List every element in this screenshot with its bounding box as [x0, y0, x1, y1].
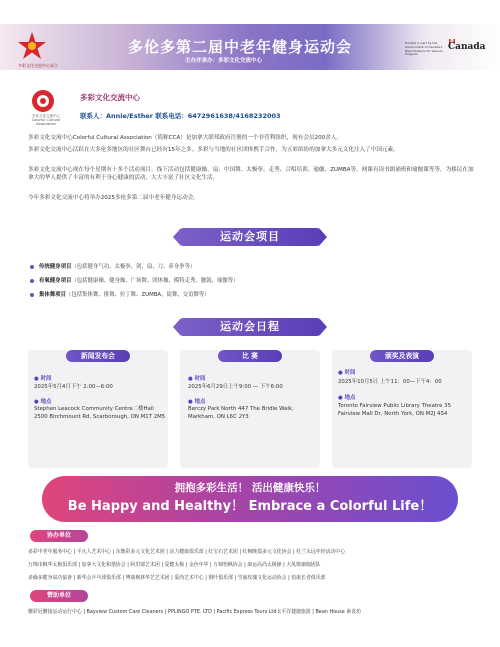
- item-description: （包括健身气功、太极拳、剑、扇、刀、养身拳等）: [71, 264, 196, 270]
- time-value: 2025年10月5日 上午11：00—下午4：00: [338, 379, 442, 385]
- bullet-icon: [30, 279, 34, 283]
- event-logo-icon: [16, 30, 48, 62]
- partner-list-line: 多彩中老年服务中心 | 平凡人艺术中心 | 东衡彩多元文化艺术团 | 活力健康俱乐部 | 红宝石艺术团 | 红枫晚霞多元文化协会 | 杜兰永远年轻活动中心: [28, 549, 346, 555]
- item-title: 传统健身项目: [39, 264, 72, 270]
- place-label: ● 地点: [338, 395, 356, 401]
- list-item: [30, 276, 238, 284]
- sponsors-heading: 赞助单位: [30, 590, 88, 602]
- slogan-english: Be Happy and Healthy！ Embrace a Colorful Life！: [67, 499, 433, 514]
- place-label: ● 地点: [188, 399, 206, 405]
- organization-logo-text: 多彩文化交流中心 Colorful Cultural Association: [31, 114, 61, 126]
- slogan-chinese: 拥抱多彩生活！ 活出健康快乐！: [174, 482, 326, 494]
- section-banner-items: 运动会项目: [181, 228, 319, 246]
- partner-list-line: 多倫多健身氣功協會 | 新华会乒乓球俱乐部 | 博康枫林华艺艺术团 | 爱尚艺术中心 | 钢叶俱乐部 | 雪丽玫瑰文化运动协会 | 伯康长者俱乐部: [28, 575, 326, 581]
- item-title: 集体舞项目: [39, 292, 66, 298]
- organization-logo-center: [40, 98, 46, 104]
- time-label: ● 时间: [188, 376, 206, 382]
- partners-heading: 协办单位: [30, 530, 88, 542]
- time-value: 2025年5月4日下午 2:00—6:00: [34, 384, 113, 390]
- schedule-card-tab: 颁奖及表演: [370, 350, 434, 362]
- paragraph-intro: 多彩文化交流中心Colorful Cultural Association（简称CCA）是加拿大联邦政府注册的一个非营利组织，现有会员200余人。: [28, 135, 342, 141]
- schedule-card-tab: 比 赛: [218, 350, 282, 362]
- time-label: ● 时间: [34, 376, 52, 382]
- place-value: Toronto Fairview Public Library Theatre 35 Fairview Mall Dr, North York, ON M2J 4S4: [338, 403, 452, 417]
- page-subtitle: 主办并承办：多彩文化交流中心: [185, 58, 263, 64]
- bullet-icon: [30, 265, 34, 269]
- paragraph-activities: 多彩文化交流中心现在每个星期有十多个活动项目。线下活动包括健康操、扇、中国舞、太极拳、走秀、合唱培训、瑜伽、ZUMBA等。网课有读书朗诵班和瑜伽课等等，为移民在加拿大的华人提供了丰富的有利于身心健康的活动，大大丰富了社区文化生活。: [28, 167, 474, 182]
- section-banner-schedule: 运动会日程: [181, 318, 319, 336]
- organization-name: 多彩文化交流中心: [80, 93, 140, 102]
- paragraph-history: 多彩文化交流中心活跃在大多伦多地区的社区舞台已经有15年之多。多彩与当地的社区团体携手合作，为五彩缤纷的加拿大多元文化注入了中国元素。: [28, 147, 399, 153]
- time-value: 2025年6月29日上午9:00 — 下午6:00: [188, 384, 283, 390]
- place-value: Berczy Park North 447 The Bridle Walk, Markham, ON L6C 2Y3: [188, 406, 294, 420]
- list-item: [30, 262, 195, 270]
- partner-list-line: 万锦市枫华太极俱乐部 | 加拿大文化和谐协会 | 阿里郎艺术团 | 爱健太极 | 金色年华 | 万锦怡枫协会 | 康运高尚太极操 | 大风歌瑜伽团队: [28, 562, 321, 568]
- time-label: ● 时间: [338, 370, 356, 376]
- contact-info: 联系人：Annie/Esther 联系电话：6472961638/4168232003: [80, 112, 281, 120]
- page-title: 多伦多第二届中老年健身运动会: [127, 38, 352, 56]
- place-label: ● 地点: [34, 399, 52, 405]
- list-item: [30, 290, 210, 298]
- item-description: （包括健康操、健身操、广场舞、团体操、模特走秀、腰鼓、瑜伽等）: [71, 278, 239, 284]
- place-value: Stephen Leacock Community Centre二楼Hall 2500 Birchmount Rd, Scarborough, ON M1T 2M5: [34, 406, 166, 420]
- government-funding-note: Funded in part by the Government of Canada's New Horizons for Seniors Program: [405, 41, 443, 57]
- schedule-card-tab: 新闻发布会: [66, 350, 130, 362]
- item-description: （包括集体舞、排舞、拉丁舞、ZUMBA、街舞、交谊舞等）: [65, 292, 210, 298]
- logo-caption: 多彩文化交流中心成立: [18, 63, 58, 68]
- paragraph-event: 今年多彩文化交流中心将举办2025多伦多第二届中老年健身运动会。: [28, 195, 199, 201]
- item-title: 有氧健身项目: [39, 278, 72, 284]
- canada-wordmark: Canada: [448, 42, 486, 52]
- sponsor-list-line: 腰彩冠腰接运动运行中心 | Bayview Custom Care Cleaners | PPLINGO PTE. LTD | Pacific Express Tours Ltd太平洋捷捷旅游 | Bean House 素食坊: [28, 609, 362, 615]
- bullet-icon: [30, 293, 34, 297]
